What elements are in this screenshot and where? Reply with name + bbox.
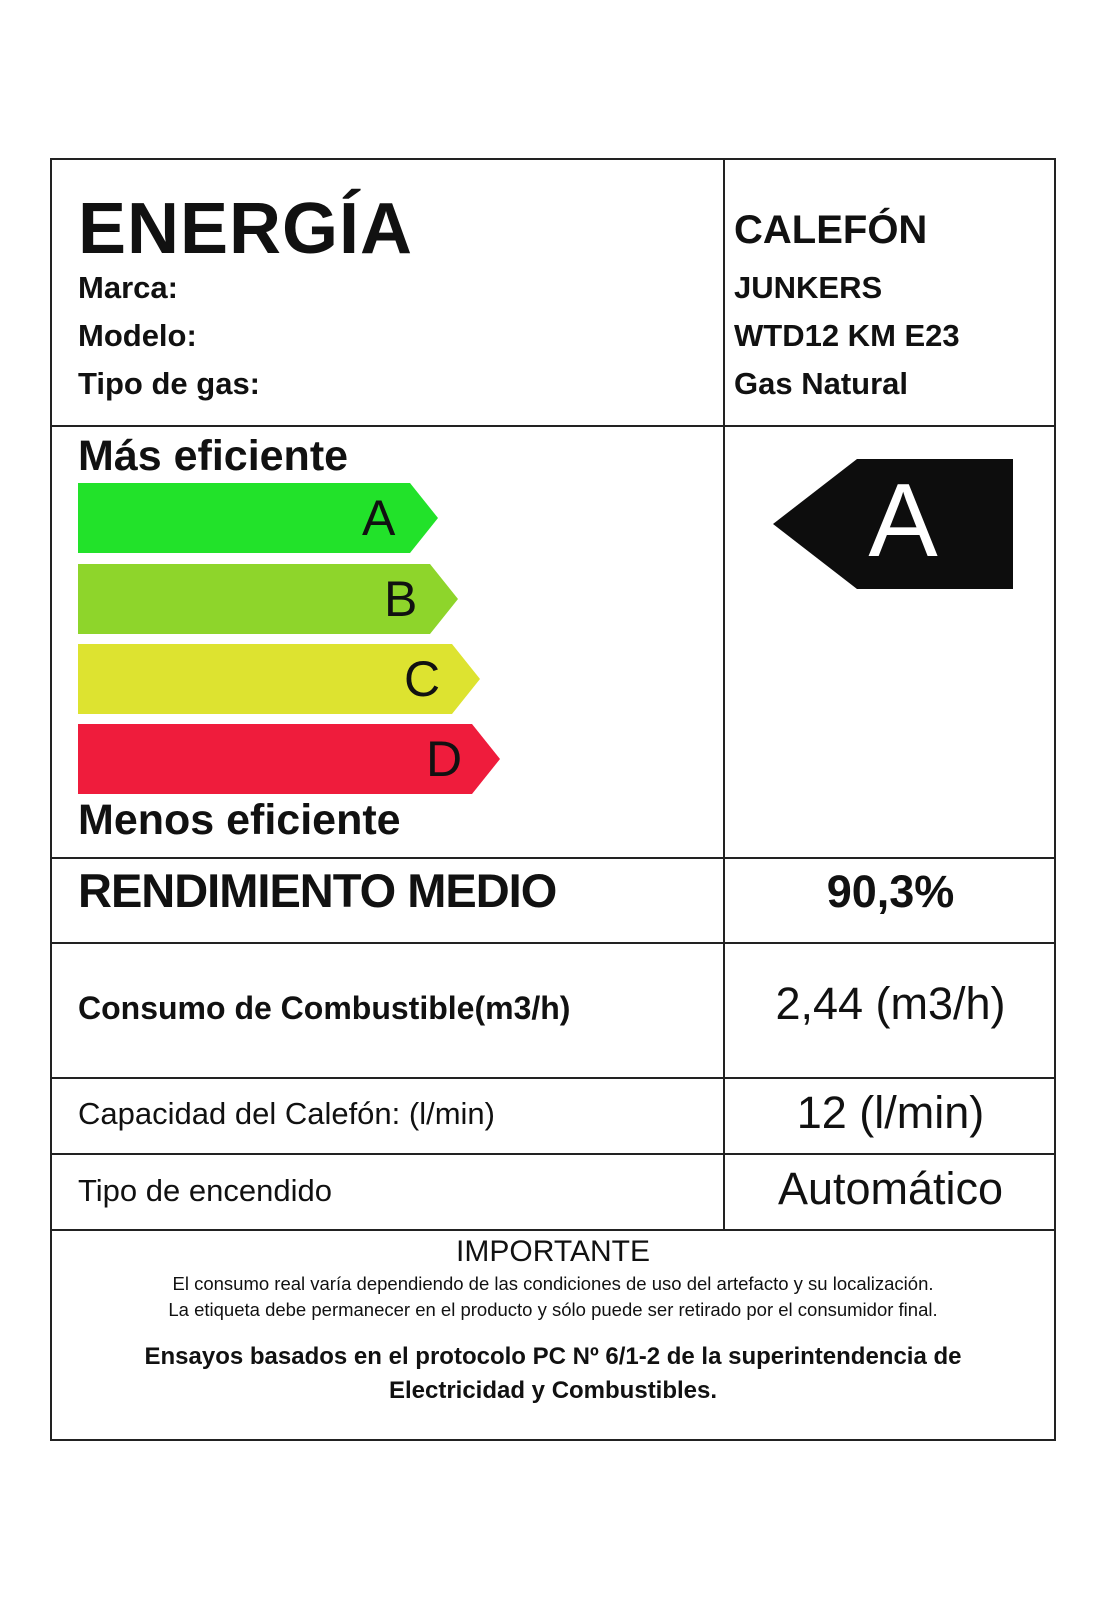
divider	[52, 942, 1054, 944]
protocol-line-2: Electricidad y Combustibles.	[388, 1377, 718, 1404]
most-efficient-label: Más eficiente	[78, 432, 349, 480]
ignition-value: Automático	[777, 1163, 1004, 1214]
model-value: WTD12 KM E23	[734, 318, 960, 353]
notice-line-2: La etiqueta debe permanecer en el producto y sólo puede ser retirado por el consumidor final.	[168, 1299, 938, 1320]
divider	[52, 1229, 1054, 1231]
rating-arrow	[725, 427, 1056, 857]
divider	[52, 1077, 1054, 1079]
class-band-c	[78, 644, 480, 714]
divider	[52, 857, 1054, 859]
brand-label: Marca:	[78, 270, 178, 305]
class-band-b	[78, 564, 458, 634]
least-efficient-label: Menos eficiente	[78, 796, 401, 844]
fuel-consumption-value: 2,44 (m3/h)	[775, 978, 1006, 1029]
important-title: IMPORTANTE	[456, 1235, 650, 1268]
gas-type-label: Tipo de gas:	[78, 366, 261, 401]
divider	[52, 1153, 1054, 1155]
notice-line-1: El consumo real varía dependiendo de las condiciones de uso del artefacto y su localización.	[172, 1273, 934, 1294]
fuel-consumption-label: Consumo de Combustible(m3/h)	[78, 990, 571, 1026]
energy-label	[50, 158, 1056, 1441]
class-band-d	[78, 724, 500, 794]
gas-type-value: Gas Natural	[734, 366, 909, 401]
model-label: Modelo:	[78, 318, 197, 353]
rating-letter: A	[868, 463, 938, 579]
class-band-a	[78, 483, 438, 553]
class-letter-a: A	[362, 490, 396, 546]
class-letter-b: B	[384, 571, 418, 627]
capacity-label: Capacidad del Calefón: (l/min)	[78, 1096, 495, 1131]
performance-label: RENDIMIENTO MEDIO	[78, 864, 557, 917]
capacity-value: 12 (l/min)	[796, 1087, 985, 1138]
label-title: ENERGÍA	[78, 189, 414, 269]
class-letter-c: C	[404, 651, 441, 707]
product-type: CALEFÓN	[734, 208, 928, 252]
brand-value: JUNKERS	[734, 270, 883, 305]
performance-value: 90,3%	[826, 866, 955, 917]
ignition-label: Tipo de encendido	[78, 1173, 332, 1208]
protocol-line-1: Ensayos basados en el protocolo PC Nº 6/1-2 de la superintendencia de	[144, 1343, 962, 1370]
class-letter-d: D	[426, 731, 463, 787]
